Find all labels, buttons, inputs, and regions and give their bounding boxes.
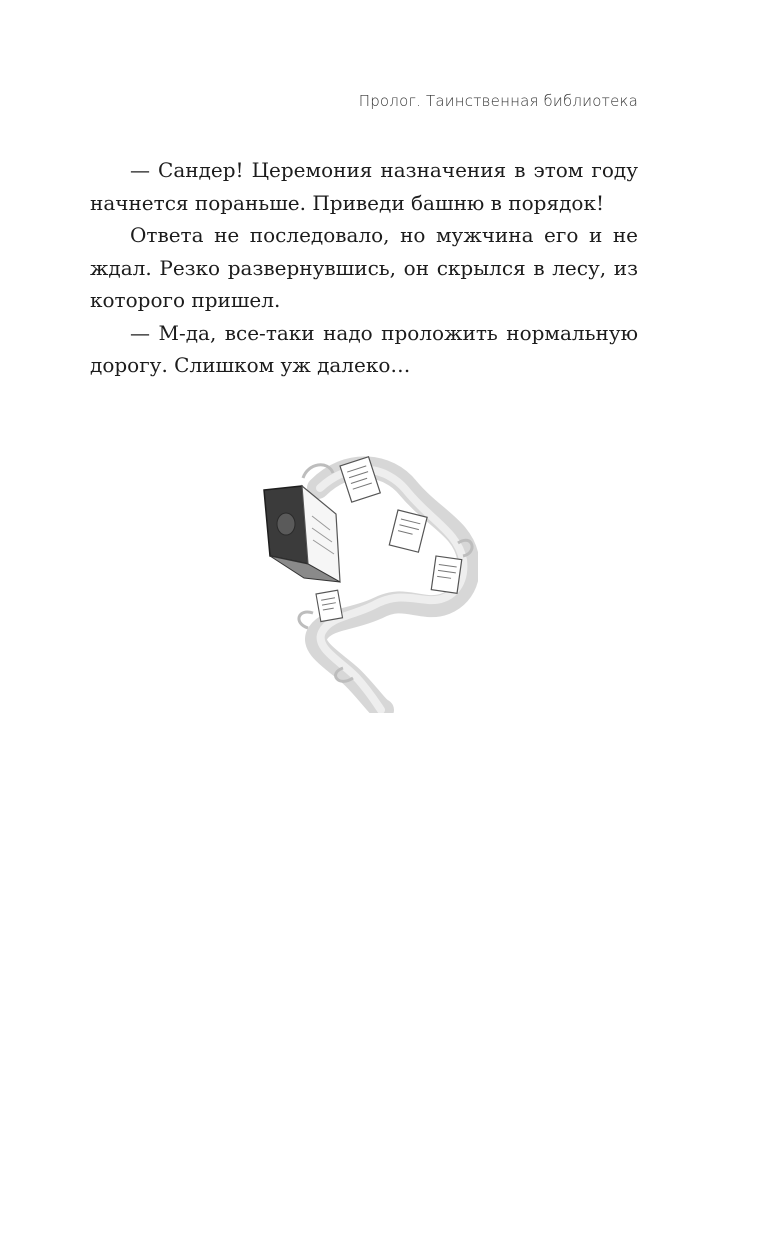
body-text	[90, 154, 638, 382]
paragraph: — М-да, все-таки надо проложить нормальную дорогу. Слишком уж далеко…	[90, 320, 638, 377]
paragraph: Ответа не последовало, но мужчина его и не ждал. Резко развернувшись, он скрылся в лесу, из которого пришел.	[90, 223, 638, 312]
paragraph: — Сандер! Церемония назначения в этом году начнется пораньше. Приведи башню в порядок!	[90, 158, 638, 215]
flying-book-and-pages-icon	[258, 448, 478, 713]
running-header: Пролог. Таинственная библиотека	[358, 92, 638, 110]
